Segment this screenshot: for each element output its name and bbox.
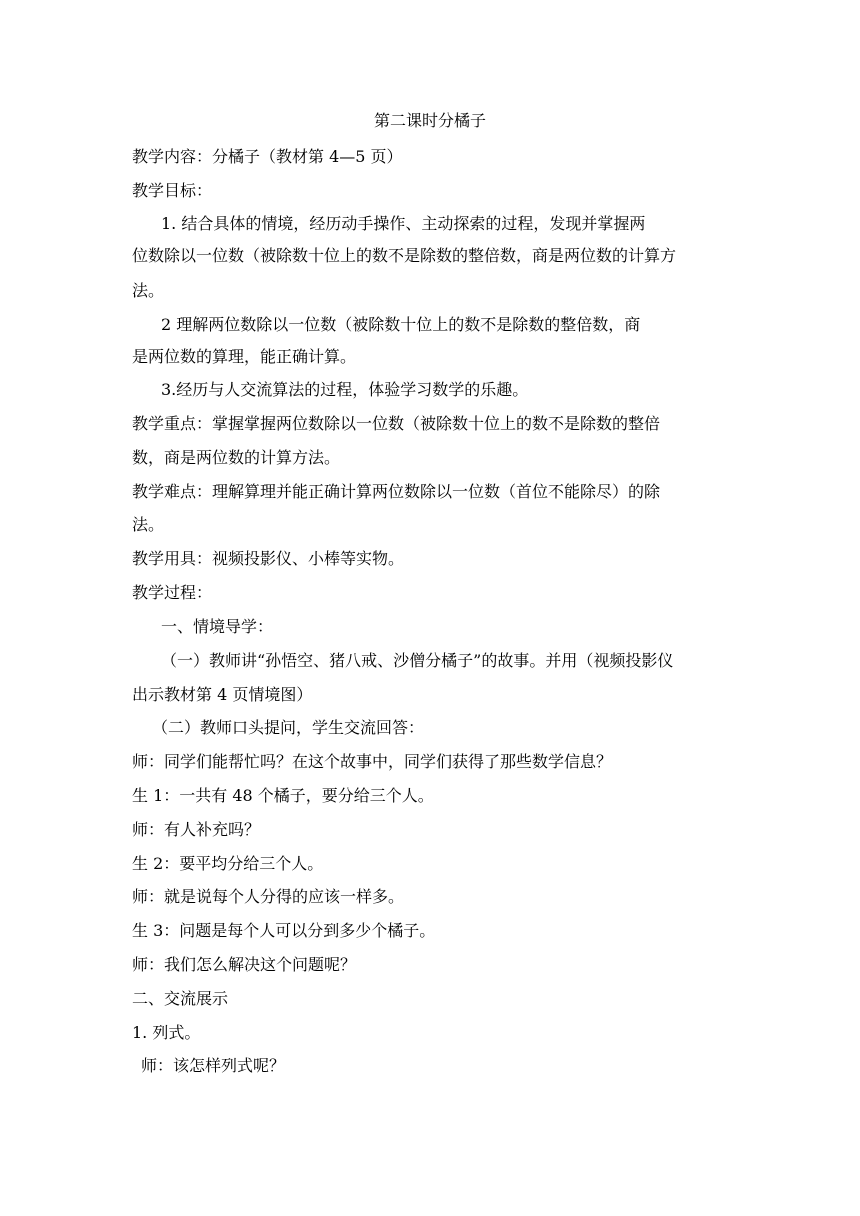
dialogue-2: 生 1：一共有 48 个橘子，要分给三个人。	[132, 786, 434, 805]
goal-1-line-1: 1. 结合具体的情境，经历动手操作、主动探索的过程，发现并掌握两	[161, 214, 646, 233]
dialogue-6: 生 3：问题是每个人可以分到多少个橘子。	[132, 921, 436, 940]
step-1: 1. 列式。	[132, 1023, 201, 1042]
section-1-heading: 一、情境导学：	[161, 617, 274, 636]
goals-heading: 教学目标：	[132, 181, 213, 200]
goal-2-line-2: 是两位数的算理，能正确计算。	[132, 347, 357, 366]
teaching-tools: 教学用具：视频投影仪、小棒等实物。	[132, 549, 405, 568]
process-heading: 教学过程：	[132, 583, 213, 602]
dialogue-3: 师：有人补充吗？	[132, 820, 261, 839]
key-points-line-2: 数，商是两位数的计算方法。	[132, 448, 341, 467]
subsection-1-line-1: （一）教师讲“孙悟空、猪八戒、沙僧分橘子”的故事。并用（视频投影仪	[161, 651, 674, 670]
goal-1-line-2: 位数除以一位数（被除数十位上的数不是除数的整倍数，商是两位数的计算方	[132, 246, 677, 265]
difficulty-line-2: 法。	[132, 515, 165, 534]
subsection-2: （二）教师口头提问，学生交流回答：	[152, 718, 425, 737]
goal-2-line-1: 2 理解两位数除以一位数（被除数十位上的数不是除数的整倍数，商	[161, 315, 641, 334]
dialogue-4: 生 2：要平均分给三个人。	[132, 854, 324, 873]
section-2-heading: 二、交流展示	[132, 989, 229, 1008]
dialogue-7: 师：我们怎么解决这个问题呢？	[132, 955, 357, 974]
key-points-line-1: 教学重点：掌握掌握两位数除以一位数（被除数十位上的数不是除数的整倍	[132, 414, 661, 433]
difficulty-line-1: 教学难点：理解算理并能正确计算两位数除以一位数（首位不能除尽）的除	[132, 482, 661, 501]
lesson-title: 第二课时分橘子	[373, 111, 486, 130]
teaching-content: 教学内容：分橘子（教材第 4—5 页）	[132, 147, 403, 166]
dialogue-1: 师：同学们能帮忙吗？在这个故事中，同学们获得了那些数学信息？	[132, 752, 613, 771]
subsection-1-line-2: 出示教材第 4 页情境图）	[132, 685, 313, 704]
goal-1-line-3: 法。	[132, 281, 165, 300]
dialogue-5: 师：就是说每个人分得的应该一样多。	[132, 887, 405, 906]
dialogue-8: 师：该怎样列式呢？	[141, 1056, 286, 1075]
goal-3: 3.经历与人交流算法的过程，体验学习数学的乐趣。	[161, 380, 529, 399]
